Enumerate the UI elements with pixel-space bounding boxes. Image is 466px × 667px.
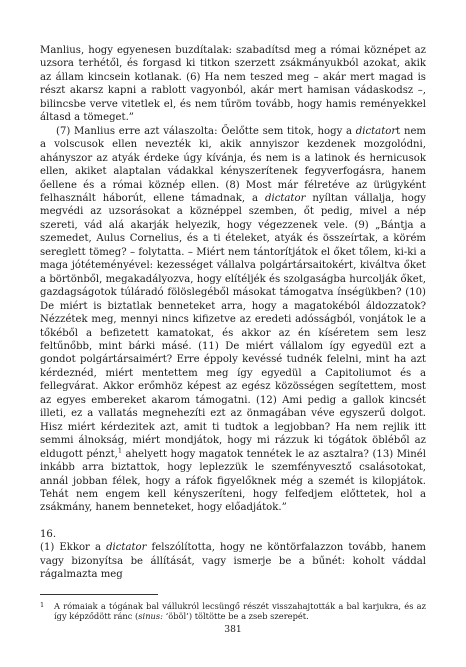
- footnote-mark: 1: [40, 600, 45, 609]
- dictator-term: dictator: [106, 542, 147, 554]
- footnote-text-1: A rómaiak a tógának bal vállukról lecsüngő részét visszahajtották a bal karjukra, és az így képződött ránc (: [54, 600, 426, 622]
- paragraph-2-text-3: nyíltan vállalja, hogy megvédi az uzsorásokat a köznéppel szemben, őt pedig, mivel a nép szereti, vád alá akarják helyezik, hogy végezzenek vele. (9) „Bántja a szemedet, Aulus Cornelius, és a ti ételeket, atyák és összeírtak, a körém sereglett tömeg? – folytatta. – Miért nem tántorítjátok el őket tőlem, ki-ki a maga jótéteményével: kezességet vállalva polgártársaitokért, kiváltva őket a börtönből, megakadályozva, hogy elítéljék és szolgaságba hurcolják őket, gazdagságotok túláradó fölöslegéből másokat támogatva ínségükben? (10) De miért is biztatlak benneteket arra, hogy a magatokéból áldozzatok? Nézzétek meg, mennyi nincs kifizetve az eredeti adósságból, vonjátok le a tőkéből a befizetett kamatokat, és akkor az én kíséretem sem lesz feltűnőbb, mint bárki másé. (11) De miért vállalom így egyedül ezt a gondot polgártársaimért? Erre éppoly kevéssé tudnék felelni, mint ha azt kérdeznéd, miért mentettem meg így egyedül a Capitoliumot és a fellegvárat. Akkor erőmhöz képest az egész közösségen segítettem, most az egyes embereket akarom támogatni. (12) Ami pedig a gallok kincsét illeti, ez a vallatás megnehezíti ezt az önmagában véve egyszerű dolgot. Hisz miért kérdezitek azt, amit ti tudtok a legjobban? Ha nem rejlik itt semmi álnokság, miért mondjátok, hogy mi rázzuk ki tógátok öbléből az eldugott pénzt,: [40, 192, 426, 460]
- section-text-2: felszólította, hogy ne köntörfalazzon tovább, hanem vagy bizonyítsa be állítását, vagy ismerje be a bűnét: koholt váddal rágalmazta meg: [40, 542, 426, 581]
- footnote-reference[interactable]: 1: [117, 446, 122, 455]
- dictator-term: dictator: [355, 125, 397, 137]
- footnote-term: sinus:: [138, 611, 163, 622]
- section-text-1: (1) Ekkor a: [40, 542, 107, 554]
- footnote-text-2: ‘öböl’) töltötte be a zseb szerepét.: [162, 611, 309, 622]
- footnote-divider: [40, 594, 158, 595]
- section-number: 16.: [40, 528, 57, 540]
- paragraph-1: [40, 44, 426, 125]
- paragraph-2-text-1: (7) Manlius erre azt válaszolta: Őelőtte sem titok, hogy a: [56, 125, 356, 137]
- section-paragraph: [40, 541, 426, 581]
- body-text: [40, 44, 426, 515]
- paragraph-2: [40, 125, 426, 515]
- paragraph-2-text-4: ahelyett hogy magatok tennétek le az asztalra? (13) Minél inkább arra biztattok, hogy leplezzük le szemfényvesztő csalásotokat, annál jobban félek, hogy a ráfok figyelőknek még a szemét is kilopjátok. Tehát nem engem kell kényszeríteni, hogy felfedjem előttetek, hol a zsákmány, hanem benneteket, hogy előadjátok.”: [40, 448, 426, 514]
- paragraph-2-text-2: t nem a volscusok ellen nevezték ki, akik annyiszor kezdenek mozgolódni, ahányszor az atyák érdeke úgy kívánja, és nem is a latinok és hernicusok ellen, akiket alaptalan vádakkal kényszerítenek fegyverfogásra, hanem őellene és a római köznép ellen. (8) Most már félretéve az ürügyként felhasznált háborút, ellene támadnak, a: [40, 125, 426, 204]
- dictator-term: dictator: [265, 192, 306, 204]
- page-number: 381: [224, 624, 242, 635]
- footnote: [40, 601, 426, 622]
- paragraph-1-text: Manlius, hogy egyenesen buzdítalak: szabadítsd meg a római köznépet az uzsora terhétől, és forgasd ki titkon szerzett zsákmányukból azokat, akik az állam kincsein kotlanak. (6) Ha nem teszed meg – akár mert magad is részt akarsz kapni a rablott vagyonból, akár mert hamisan vádaskodsz –, bilincsbe verve vitetlek el, és nem tűröm tovább, hogy hamis reményekkel áltasd a tömeget.”: [40, 45, 426, 124]
